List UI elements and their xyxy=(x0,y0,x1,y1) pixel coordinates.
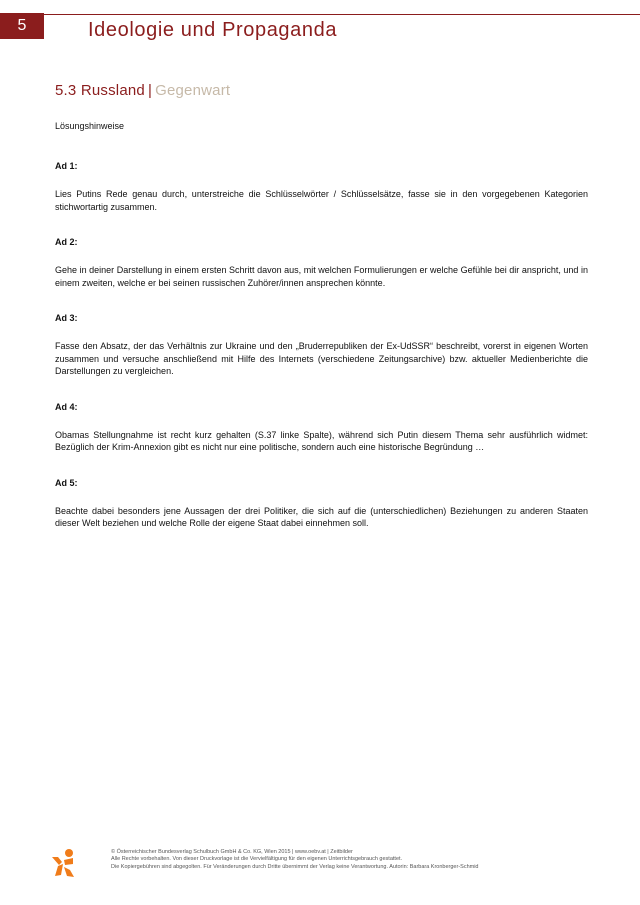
section-title: 5.3 Russland xyxy=(55,82,145,99)
ad-label: Ad 5: xyxy=(55,477,78,488)
footer-copyright xyxy=(111,849,581,871)
section-separator: | xyxy=(147,82,153,99)
footer-line: Alle Rechte vorbehalten. Von dieser Druckvorlage ist die Vervielfältigung für den eigenen Unterrichtsgebrauch gestattet. xyxy=(111,856,403,863)
ad-label: Ad 3: xyxy=(55,313,78,323)
ad-label: Ad 2: xyxy=(55,237,78,247)
answer-block-3 xyxy=(55,313,588,378)
answer-block-1 xyxy=(55,161,588,213)
answer-block-5 xyxy=(55,478,588,530)
ad-label: Ad 4: xyxy=(55,401,78,412)
ad-text: Beachte dabei besonders jene Aussagen der drei Politiker, die sich auf die (unterschiedlichen) Beziehungen zu anderen Staaten dieser Welt beziehen und welche Rolle der eigene Staat dabei einnehmen soll. xyxy=(55,505,588,528)
section-heading xyxy=(55,82,230,99)
footer-line: © Österreichischer Bundesverlag Schulbuch GmbH & Co. KG, Wien 2015 | www.oebv.at | Zeitbilder xyxy=(111,849,353,855)
main-content xyxy=(55,121,588,554)
header-rule xyxy=(44,14,640,15)
chapter-title: Ideologie und Propaganda xyxy=(88,19,338,41)
ad-label: Ad 1: xyxy=(55,161,78,171)
answer-block-4 xyxy=(55,402,588,454)
ad-text: Fasse den Absatz, der das Verhältnis zur Ukraine und den „Bruderrepubliken der Ex-UdSSR“ beschreibt, vorerst in eigenen Worten zusammen und versuche anschließend mit Hilfe des Internets (verschiedene Zeitungsarchive) bzw. aktueller Medienberichte die Darstellungen zu vergleichen. xyxy=(55,341,588,376)
answer-block-2 xyxy=(55,237,588,289)
section-subtitle: Gegenwart xyxy=(155,82,231,99)
ad-text: Gehe in deiner Darstellung in einem ersten Schritt davon aus, mit welchen Formulierungen er welche Gefühle bei dir anspricht, und in einem zweiten, welche er bei seinen russischen Zuhörer/innen ansprechen könnte. xyxy=(55,265,588,288)
intro-text: Lösungshinweise xyxy=(55,121,125,131)
orange-figure-logo-icon xyxy=(50,848,76,878)
chapter-number-badge: 5 xyxy=(0,13,44,39)
footer-line: Die Kopiergebühren sind abgegolten. Für Veränderungen durch Dritte übernimmt der Verlag keine Verantwortung. Autorin: Barbara Kronberger-Schmid xyxy=(111,863,479,870)
ad-text: Lies Putins Rede genau durch, unterstreiche die Schlüsselwörter / Schlüsselsätze, fasse sie in den vorgegebenen Kategorien stichwortartig zusammen. xyxy=(55,189,588,212)
ad-text: Obamas Stellungnahme ist recht kurz gehalten (S.37 linke Spalte), während sich Putin diesem Thema sehr ausführlich widmet: Bezüglich der Krim-Annexion gibt es nicht nur eine politische, sondern auch eine historische Begründung … xyxy=(55,429,588,452)
